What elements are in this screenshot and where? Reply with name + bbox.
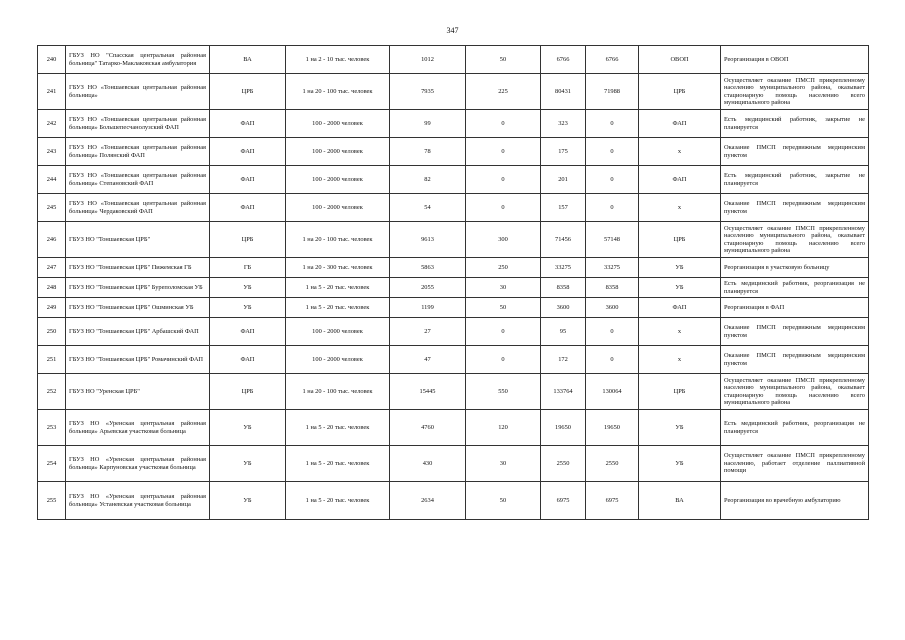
row-number: 242 [38,110,66,138]
value-2: 0 [586,194,639,222]
service-norm: 1 на 5 - 20 тыс. человек [286,278,390,298]
row-number: 255 [38,482,66,520]
population: 47 [390,346,466,374]
value-1: 6975 [541,482,586,520]
table-row [38,222,869,258]
facility-name: ГБУЗ НО "Тоншаевская ЦРБ" Ромачинский ФАП [66,346,210,374]
value-2: 57148 [586,222,639,258]
value-2: 130064 [586,374,639,410]
distance: 120 [466,410,541,446]
service-norm: 1 на 20 - 100 тыс. человек [286,374,390,410]
facility-type: ГБ [210,258,286,278]
population: 15445 [390,374,466,410]
table-row [38,374,869,410]
population: 82 [390,166,466,194]
population: 78 [390,138,466,166]
distance: 0 [466,194,541,222]
distance: 50 [466,482,541,520]
population: 5863 [390,258,466,278]
facility-type: ВА [210,46,286,74]
target-type: ЦРБ [639,74,721,110]
facility-name: ГБУЗ НО "Уренская ЦРБ" [66,374,210,410]
distance: 225 [466,74,541,110]
population: 430 [390,446,466,482]
table-row [38,410,869,446]
service-norm: 100 - 2000 человек [286,194,390,222]
table-row [38,258,869,278]
population: 27 [390,318,466,346]
value-1: 175 [541,138,586,166]
target-type: ЦРБ [639,222,721,258]
planned-action: Осуществляет оказание ПМСП прикрепленному населению муниципального района, оказывает стационарную помощь населению всего муниципального района [721,374,869,410]
distance: 0 [466,318,541,346]
service-norm: 100 - 2000 человек [286,318,390,346]
value-1: 6766 [541,46,586,74]
distance: 550 [466,374,541,410]
facility-name: ГБУЗ НО "Тоншаевская ЦРБ" Буреполомская УБ [66,278,210,298]
row-number: 251 [38,346,66,374]
row-number: 247 [38,258,66,278]
facility-name: ГБУЗ НО «Тоншаевская центральная районная больница» Большепесчанолузский ФАП [66,110,210,138]
distance: 0 [466,110,541,138]
table-row [38,138,869,166]
service-norm: 100 - 2000 человек [286,166,390,194]
population: 54 [390,194,466,222]
planned-action: Оказание ПМСП передвижным медицинским пунктом [721,346,869,374]
facility-type: ФАП [210,166,286,194]
target-type: УБ [639,410,721,446]
target-type: ФАП [639,166,721,194]
value-1: 201 [541,166,586,194]
planned-action: Реорганизация в участковую больницу [721,258,869,278]
facility-name: ГБУЗ НО "Тоншаевская ЦРБ" Арбашский ФАП [66,318,210,346]
facility-type: ФАП [210,346,286,374]
row-number: 252 [38,374,66,410]
facility-name: ГБУЗ НО «Тоншаевская центральная районная больница» Чердаковский ФАП [66,194,210,222]
service-norm: 1 на 20 - 100 тыс. человек [286,74,390,110]
facility-name: ГБУЗ НО "Спасская центральная районная больница" Татарко-Маклаковская амбулатория [66,46,210,74]
facility-name: ГБУЗ НО «Тоншаевская центральная районная больница» Полянский ФАП [66,138,210,166]
facility-type: УБ [210,410,286,446]
row-number: 241 [38,74,66,110]
service-norm: 100 - 2000 человек [286,110,390,138]
value-2: 71988 [586,74,639,110]
facility-name: ГБУЗ НО «Уренская центральная районная больница» Карпуновская участковая больница [66,446,210,482]
table-row [38,346,869,374]
planned-action: Есть медицинский работник, реорганизация не планируется [721,410,869,446]
facility-type: УБ [210,446,286,482]
service-norm: 1 на 2 - 10 тыс. человек [286,46,390,74]
facility-type: УБ [210,298,286,318]
target-type: х [639,346,721,374]
service-norm: 1 на 20 - 100 тыс. человек [286,222,390,258]
population: 1199 [390,298,466,318]
service-norm: 1 на 5 - 20 тыс. человек [286,410,390,446]
facility-name: ГБУЗ НО «Тоншаевская центральная районная больница» [66,74,210,110]
value-1: 80431 [541,74,586,110]
value-2: 8358 [586,278,639,298]
facility-name: ГБУЗ НО "Тоншаевская ЦРБ" Ошминская УБ [66,298,210,318]
distance: 300 [466,222,541,258]
value-1: 133764 [541,374,586,410]
target-type: УБ [639,446,721,482]
planned-action: Есть медицинский работник, закрытие не планируется [721,166,869,194]
value-2: 0 [586,318,639,346]
table-row [38,298,869,318]
target-type: ОВОП [639,46,721,74]
page-number: 347 [446,26,459,35]
facility-type: ФАП [210,318,286,346]
population: 7935 [390,74,466,110]
table-row [38,318,869,346]
distance: 50 [466,298,541,318]
target-type: х [639,138,721,166]
facility-name: ГБУЗ НО «Уренская центральная районная больница» Арьевская участковая больница [66,410,210,446]
value-2: 6975 [586,482,639,520]
row-number: 249 [38,298,66,318]
target-type: УБ [639,278,721,298]
value-1: 8358 [541,278,586,298]
target-type: ФАП [639,110,721,138]
population: 1012 [390,46,466,74]
value-2: 3600 [586,298,639,318]
row-number: 243 [38,138,66,166]
table-row [38,446,869,482]
value-1: 323 [541,110,586,138]
row-number: 245 [38,194,66,222]
row-number: 253 [38,410,66,446]
service-norm: 100 - 2000 человек [286,138,390,166]
value-2: 33275 [586,258,639,278]
planned-action: Осуществляет оказание ПМСП прикрепленному населению муниципального района, оказывает стационарную помощь населению всего муниципального района [721,74,869,110]
value-2: 0 [586,138,639,166]
value-2: 0 [586,346,639,374]
value-1: 172 [541,346,586,374]
facility-type: ЦРБ [210,222,286,258]
table-row [38,110,869,138]
table-row [38,46,869,74]
population: 2055 [390,278,466,298]
planned-action: Оказание ПМСП передвижным медицинским пунктом [721,318,869,346]
table-row [38,278,869,298]
facility-type: УБ [210,278,286,298]
distance: 250 [466,258,541,278]
facility-name: ГБУЗ НО "Тоншаевская ЦРБ" Пижемская ГБ [66,258,210,278]
row-number: 254 [38,446,66,482]
value-1: 3600 [541,298,586,318]
planned-action: Оказание ПМСП передвижным медицинским пунктом [721,194,869,222]
table-row [38,482,869,520]
table-row [38,166,869,194]
distance: 50 [466,46,541,74]
service-norm: 1 на 5 - 20 тыс. человек [286,482,390,520]
population: 2634 [390,482,466,520]
distance: 0 [466,166,541,194]
table-row [38,74,869,110]
target-type: УБ [639,258,721,278]
row-number: 250 [38,318,66,346]
value-1: 157 [541,194,586,222]
service-norm: 1 на 5 - 20 тыс. человек [286,446,390,482]
service-norm: 1 на 20 - 300 тыс. человек [286,258,390,278]
facility-type: УБ [210,482,286,520]
planned-action: Есть медицинский работник, реорганизация не планируется [721,278,869,298]
facility-type: ФАП [210,110,286,138]
population: 9613 [390,222,466,258]
row-number: 248 [38,278,66,298]
planned-action: Оказание ПМСП передвижным медицинским пунктом [721,138,869,166]
value-1: 71456 [541,222,586,258]
distance: 30 [466,278,541,298]
value-1: 19650 [541,410,586,446]
distance: 0 [466,346,541,374]
planned-action: Реорганизация во врачебную амбулаторию [721,482,869,520]
population: 4760 [390,410,466,446]
planned-action: Осуществляет оказание ПМСП прикрепленному населению, работает отделение паллиативной помощи [721,446,869,482]
table-row [38,194,869,222]
facility-type: ФАП [210,138,286,166]
facility-type: ФАП [210,194,286,222]
target-type: ЦРБ [639,374,721,410]
value-2: 2550 [586,446,639,482]
row-number: 246 [38,222,66,258]
facility-type: ЦРБ [210,74,286,110]
facility-name: ГБУЗ НО «Уренская центральная районная больница» Устаневская участковая больница [66,482,210,520]
planned-action: Реорганизация в ФАП [721,298,869,318]
service-norm: 1 на 5 - 20 тыс. человек [286,298,390,318]
facilities-table [37,45,869,520]
value-1: 2550 [541,446,586,482]
facility-name: ГБУЗ НО «Тоншаевская центральная районная больница» Степановский ФАП [66,166,210,194]
planned-action: Осуществляет оказание ПМСП прикрепленному населению муниципального района, оказывает стационарную помощь населению всего муниципального района [721,222,869,258]
planned-action: Реорганизация в ОВОП [721,46,869,74]
value-2: 0 [586,166,639,194]
distance: 30 [466,446,541,482]
target-type: х [639,194,721,222]
row-number: 240 [38,46,66,74]
value-2: 19650 [586,410,639,446]
target-type: ФАП [639,298,721,318]
value-1: 33275 [541,258,586,278]
value-2: 6766 [586,46,639,74]
service-norm: 100 - 2000 человек [286,346,390,374]
facility-name: ГБУЗ НО "Тоншаевская ЦРБ" [66,222,210,258]
population: 99 [390,110,466,138]
planned-action: Есть медицинский работник, закрытие не планируется [721,110,869,138]
facility-type: ЦРБ [210,374,286,410]
value-1: 95 [541,318,586,346]
row-number: 244 [38,166,66,194]
distance: 0 [466,138,541,166]
target-type: х [639,318,721,346]
value-2: 0 [586,110,639,138]
target-type: ВА [639,482,721,520]
